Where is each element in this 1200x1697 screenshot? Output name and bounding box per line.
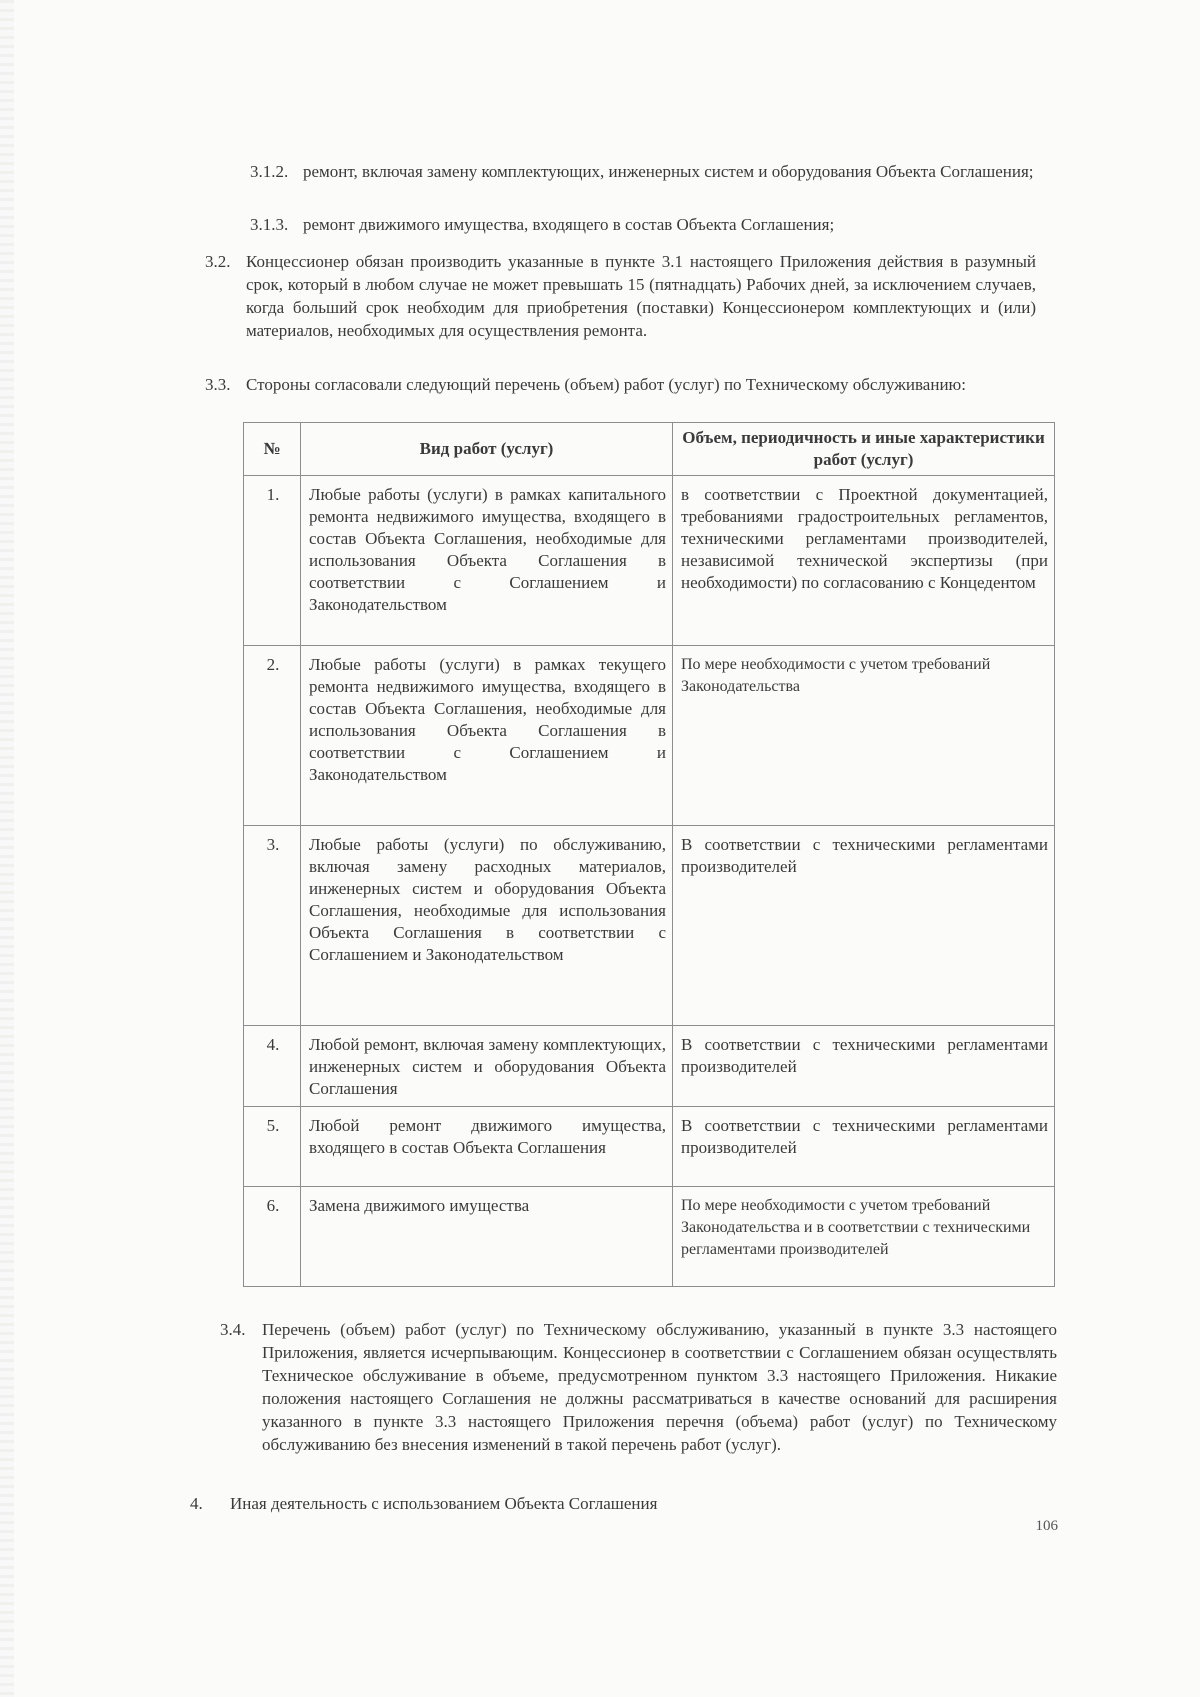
section-number-3-2: 3.2.: [205, 252, 231, 271]
works-table: [243, 422, 1055, 1287]
row-char: В соответствии с техническими регламентами производителей: [673, 826, 1055, 1026]
row-char: По мере необходимости с учетом требований Законодательства: [673, 646, 1055, 826]
row-num: 3.: [244, 826, 301, 1026]
section-text-3-1-3: ремонт движимого имущества, входящего в состав Объекта Соглашения;: [303, 215, 835, 234]
row-char: в соответствии с Проектной документацией, требованиями градостроительных регламентов, техническими регламентами производителей, независимой технической экспертизы (при необходимости) по согласованию с Концедентом: [673, 476, 1055, 646]
section-number-4: 4.: [190, 1494, 203, 1513]
table-header-row: [244, 423, 1055, 476]
table-row: [244, 646, 1055, 826]
row-kind: Любой ремонт, включая замену комплектующих, инженерных систем и оборудования Объекта Соглашения: [301, 1026, 673, 1107]
row-num: 5.: [244, 1107, 301, 1187]
row-num: 1.: [244, 476, 301, 646]
section-number-3-1-3: 3.1.3.: [250, 215, 289, 234]
section-text-4: Иная деятельность с использованием Объекта Соглашения: [230, 1494, 658, 1513]
section-text-3-3: Стороны согласовали следующий перечень (объем) работ (услуг) по Техническому обслуживанию:: [246, 375, 966, 394]
header-num: №: [244, 423, 301, 476]
row-char: В соответствии с техническими регламентами производителей: [673, 1026, 1055, 1107]
page-number: 106: [1035, 1518, 1058, 1534]
section-text-3-1-2: ремонт, включая замену комплектующих, инженерных систем и оборудования Объекта Соглашения;: [303, 162, 1034, 181]
row-kind: Любые работы (услуги) в рамках капитального ремонта недвижимого имущества, входящего в состав Объекта Соглашения, необходимые для использования Объекта Соглашения в соответствии с Соглашением и Законодательством: [301, 476, 673, 646]
row-kind: Любые работы (услуги) в рамках текущего ремонта недвижимого имущества, входящего в состав Объекта Соглашения, необходимые для использования Объекта Соглашения в соответствии с Соглашением и Законодательством: [301, 646, 673, 826]
row-kind: Любые работы (услуги) по обслуживанию, включая замену расходных материалов, инженерных систем и оборудования Объекта Соглашения, необходимые для использования Объекта Соглашения в соответствии с Соглашением и Законодательством: [301, 826, 673, 1026]
table-row: [244, 476, 1055, 646]
section-number-3-3: 3.3.: [205, 375, 231, 394]
table-row: [244, 826, 1055, 1026]
table-row: [244, 1187, 1055, 1287]
table-row: [244, 1107, 1055, 1187]
header-kind: Вид работ (услуг): [301, 423, 673, 476]
section-number-3-4: 3.4.: [220, 1320, 246, 1339]
header-char: Объем, периодичность и иные характеристики работ (услуг): [673, 423, 1055, 476]
table-row: [244, 1026, 1055, 1107]
row-char: В соответствии с техническими регламентами производителей: [673, 1107, 1055, 1187]
row-kind: Замена движимого имущества: [301, 1187, 673, 1287]
row-num: 2.: [244, 646, 301, 826]
row-num: 6.: [244, 1187, 301, 1287]
row-char: По мере необходимости с учетом требований Законодательства и в соответствии с техническими регламентами производителей: [673, 1187, 1055, 1287]
section-text-3-2: Концессионер обязан производить указанные в пункте 3.1 настоящего Приложения действия в разумный срок, который в любом случае не может превышать 15 (пятнадцать) Рабочих дней, за исключением случаев, когда больший срок необходим для приобретения (поставки) Концессионером комплектующих и (или) материалов, необходимых для осуществления ремонта.: [246, 252, 1036, 340]
section-number-3-1-2: 3.1.2.: [250, 162, 289, 181]
row-num: 4.: [244, 1026, 301, 1107]
scan-edge: [0, 0, 14, 1697]
section-text-3-4: Перечень (объем) работ (услуг) по Техническому обслуживанию, указанный в пункте 3.3 настоящего Приложения, является исчерпывающим. Концессионер в соответствии с Соглашением обязан осуществлять Техническое обслуживание в объеме, предусмотренном пунктом 3.3 настоящего Приложения. Никакие положения настоящего Соглашения не должны рассматриваться в качестве оснований для расширения указанного в пункте 3.3 настоящего Приложения перечня (объема) работ (услуг) по Техническому обслуживанию без внесения изменений в такой перечень работ (услуг).: [262, 1320, 1057, 1454]
row-kind: Любой ремонт движимого имущества, входящего в состав Объекта Соглашения: [301, 1107, 673, 1187]
